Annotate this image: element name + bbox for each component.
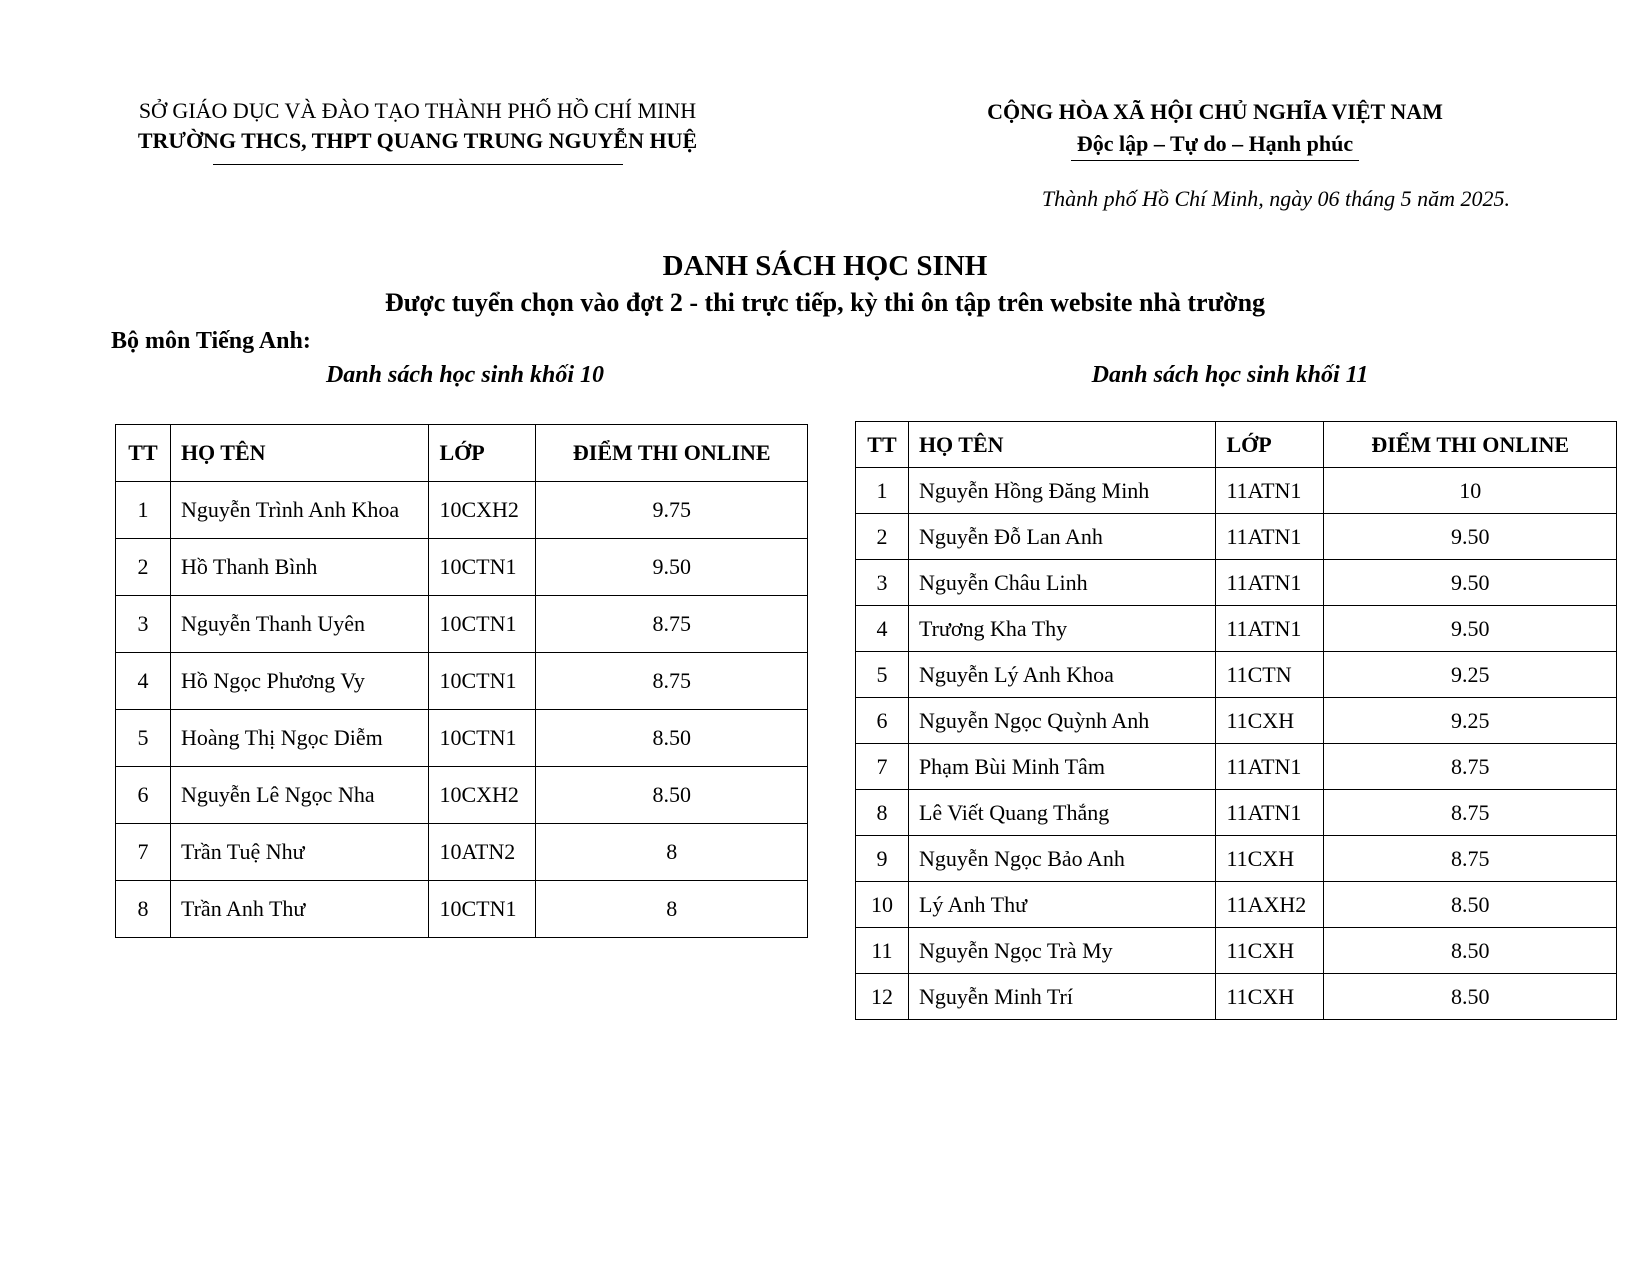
class-code: 10CXH2: [429, 767, 536, 824]
class-code: 11CXH: [1216, 928, 1324, 974]
class-code: 10CTN1: [429, 596, 536, 653]
country-name: CỘNG HÒA XÃ HỘI CHỦ NGHĨA VIỆT NAM: [987, 99, 1443, 124]
row-number: 4: [856, 606, 909, 652]
class-code: 10CTN1: [429, 710, 536, 767]
class-code: 11ATN1: [1216, 744, 1324, 790]
class-code: 11CXH: [1216, 836, 1324, 882]
student-name: Trương Kha Thy: [908, 606, 1216, 652]
table-row: [856, 652, 1617, 698]
national-header: [905, 96, 1525, 161]
online-score: 8.75: [1324, 836, 1617, 882]
col-header-name: HỌ TÊN: [170, 425, 429, 482]
table-row: [116, 881, 808, 938]
row-number: 10: [856, 882, 909, 928]
student-name: Nguyễn Trình Anh Khoa: [170, 482, 429, 539]
table-row: [856, 606, 1617, 652]
col-header-score: ĐIỂM THI ONLINE: [1324, 422, 1617, 468]
student-name: Nguyễn Lê Ngọc Nha: [170, 767, 429, 824]
table-row: [856, 468, 1617, 514]
table-row: [116, 767, 808, 824]
class-code: 10CTN1: [429, 539, 536, 596]
table-row: [116, 653, 808, 710]
col-header-name: HỌ TÊN: [908, 422, 1216, 468]
row-number: 6: [856, 698, 909, 744]
national-motto: Độc lập – Tự do – Hạnh phúc: [1071, 130, 1359, 161]
subject-label: Bộ môn Tiếng Anh:: [111, 328, 311, 354]
student-name: Nguyễn Đỗ Lan Anh: [908, 514, 1216, 560]
table-row: [856, 560, 1617, 606]
table-header-row: [856, 422, 1617, 468]
row-number: 5: [116, 710, 171, 767]
student-name: Hồ Ngọc Phương Vy: [170, 653, 429, 710]
online-score: 8.75: [1324, 744, 1617, 790]
student-name: Trần Anh Thư: [170, 881, 429, 938]
table-row: [856, 836, 1617, 882]
online-score: 9.50: [1324, 560, 1617, 606]
grade11-caption: Danh sách học sinh khối 11: [1091, 362, 1369, 388]
online-score: 10: [1324, 468, 1617, 514]
class-code: 10ATN2: [429, 824, 536, 881]
table-row: [856, 744, 1617, 790]
document-subtitle: Được tuyển chọn vào đợt 2 - thi trực tiếp, kỳ thi ôn tập trên website nhà trường: [384, 288, 1266, 317]
row-number: 2: [116, 539, 171, 596]
row-number: 9: [856, 836, 909, 882]
online-score: 8.50: [536, 767, 808, 824]
row-number: 7: [116, 824, 171, 881]
student-name: Nguyễn Ngọc Quỳnh Anh: [908, 698, 1216, 744]
student-name: Nguyễn Ngọc Trà My: [908, 928, 1216, 974]
student-name: Lý Anh Thư: [908, 882, 1216, 928]
online-score: 9.25: [1324, 698, 1617, 744]
row-number: 8: [116, 881, 171, 938]
col-header-tt: TT: [856, 422, 909, 468]
grade10-table: [115, 424, 808, 938]
online-score: 8.75: [536, 596, 808, 653]
student-name: Nguyễn Thanh Uyên: [170, 596, 429, 653]
table-row: [116, 710, 808, 767]
online-score: 8: [536, 881, 808, 938]
online-score: 8.50: [1324, 974, 1617, 1020]
online-score: 8.75: [1324, 790, 1617, 836]
online-score: 8.75: [536, 653, 808, 710]
row-number: 2: [856, 514, 909, 560]
row-number: 1: [116, 482, 171, 539]
col-header-class: LỚP: [429, 425, 536, 482]
class-code: 11CXH: [1216, 974, 1324, 1020]
department-name: SỞ GIÁO DỤC VÀ ĐÀO TẠO THÀNH PHỐ HỒ CHÍ MINH: [138, 98, 697, 123]
student-name: Lê Viết Quang Thắng: [908, 790, 1216, 836]
class-code: 10CTN1: [429, 881, 536, 938]
row-number: 4: [116, 653, 171, 710]
row-number: 7: [856, 744, 909, 790]
class-code: 10CTN1: [429, 653, 536, 710]
student-name: Hoàng Thị Ngọc Diễm: [170, 710, 429, 767]
online-score: 8.50: [1324, 928, 1617, 974]
online-score: 9.75: [536, 482, 808, 539]
online-score: 9.25: [1324, 652, 1617, 698]
table-row: [116, 824, 808, 881]
date-line: Thành phố Hồ Chí Minh, ngày 06 tháng 5 năm 2025.: [1041, 186, 1510, 211]
online-score: 9.50: [536, 539, 808, 596]
table-row: [856, 928, 1617, 974]
grade10-caption: Danh sách học sinh khối 10: [325, 362, 605, 388]
table-row: [856, 882, 1617, 928]
table-row: [856, 790, 1617, 836]
table-row: [116, 482, 808, 539]
student-name: Phạm Bùi Minh Tâm: [908, 744, 1216, 790]
class-code: 11ATN1: [1216, 790, 1324, 836]
class-code: 11AXH2: [1216, 882, 1324, 928]
student-name: Hồ Thanh Bình: [170, 539, 429, 596]
row-number: 12: [856, 974, 909, 1020]
online-score: 8: [536, 824, 808, 881]
online-score: 9.50: [1324, 606, 1617, 652]
table-row: [856, 974, 1617, 1020]
header-divider: [213, 164, 623, 165]
online-score: 8.50: [1324, 882, 1617, 928]
col-header-tt: TT: [116, 425, 171, 482]
table-header-row: [116, 425, 808, 482]
row-number: 6: [116, 767, 171, 824]
student-name: Trần Tuệ Như: [170, 824, 429, 881]
col-header-class: LỚP: [1216, 422, 1324, 468]
class-code: 11ATN1: [1216, 514, 1324, 560]
table-row: [116, 596, 808, 653]
student-name: Nguyễn Ngọc Bảo Anh: [908, 836, 1216, 882]
table-row: [856, 698, 1617, 744]
row-number: 1: [856, 468, 909, 514]
table-row: [116, 539, 808, 596]
online-score: 8.50: [536, 710, 808, 767]
class-code: 11ATN1: [1216, 468, 1324, 514]
school-name: TRƯỜNG THCS, THPT QUANG TRUNG NGUYỄN HUỆ: [137, 128, 698, 153]
student-name: Nguyễn Lý Anh Khoa: [908, 652, 1216, 698]
class-code: 11CTN: [1216, 652, 1324, 698]
issuing-authority-header: [95, 96, 740, 165]
row-number: 5: [856, 652, 909, 698]
grade11-table: [855, 421, 1617, 1020]
document-title: DANH SÁCH HỌC SINH: [662, 250, 988, 282]
class-code: 11ATN1: [1216, 606, 1324, 652]
online-score: 9.50: [1324, 514, 1617, 560]
row-number: 3: [856, 560, 909, 606]
row-number: 8: [856, 790, 909, 836]
class-code: 10CXH2: [429, 482, 536, 539]
student-name: Nguyễn Minh Trí: [908, 974, 1216, 1020]
class-code: 11CXH: [1216, 698, 1324, 744]
row-number: 3: [116, 596, 171, 653]
row-number: 11: [856, 928, 909, 974]
student-name: Nguyễn Châu Linh: [908, 560, 1216, 606]
student-name: Nguyễn Hồng Đăng Minh: [908, 468, 1216, 514]
table-row: [856, 514, 1617, 560]
col-header-score: ĐIỂM THI ONLINE: [536, 425, 808, 482]
class-code: 11ATN1: [1216, 560, 1324, 606]
